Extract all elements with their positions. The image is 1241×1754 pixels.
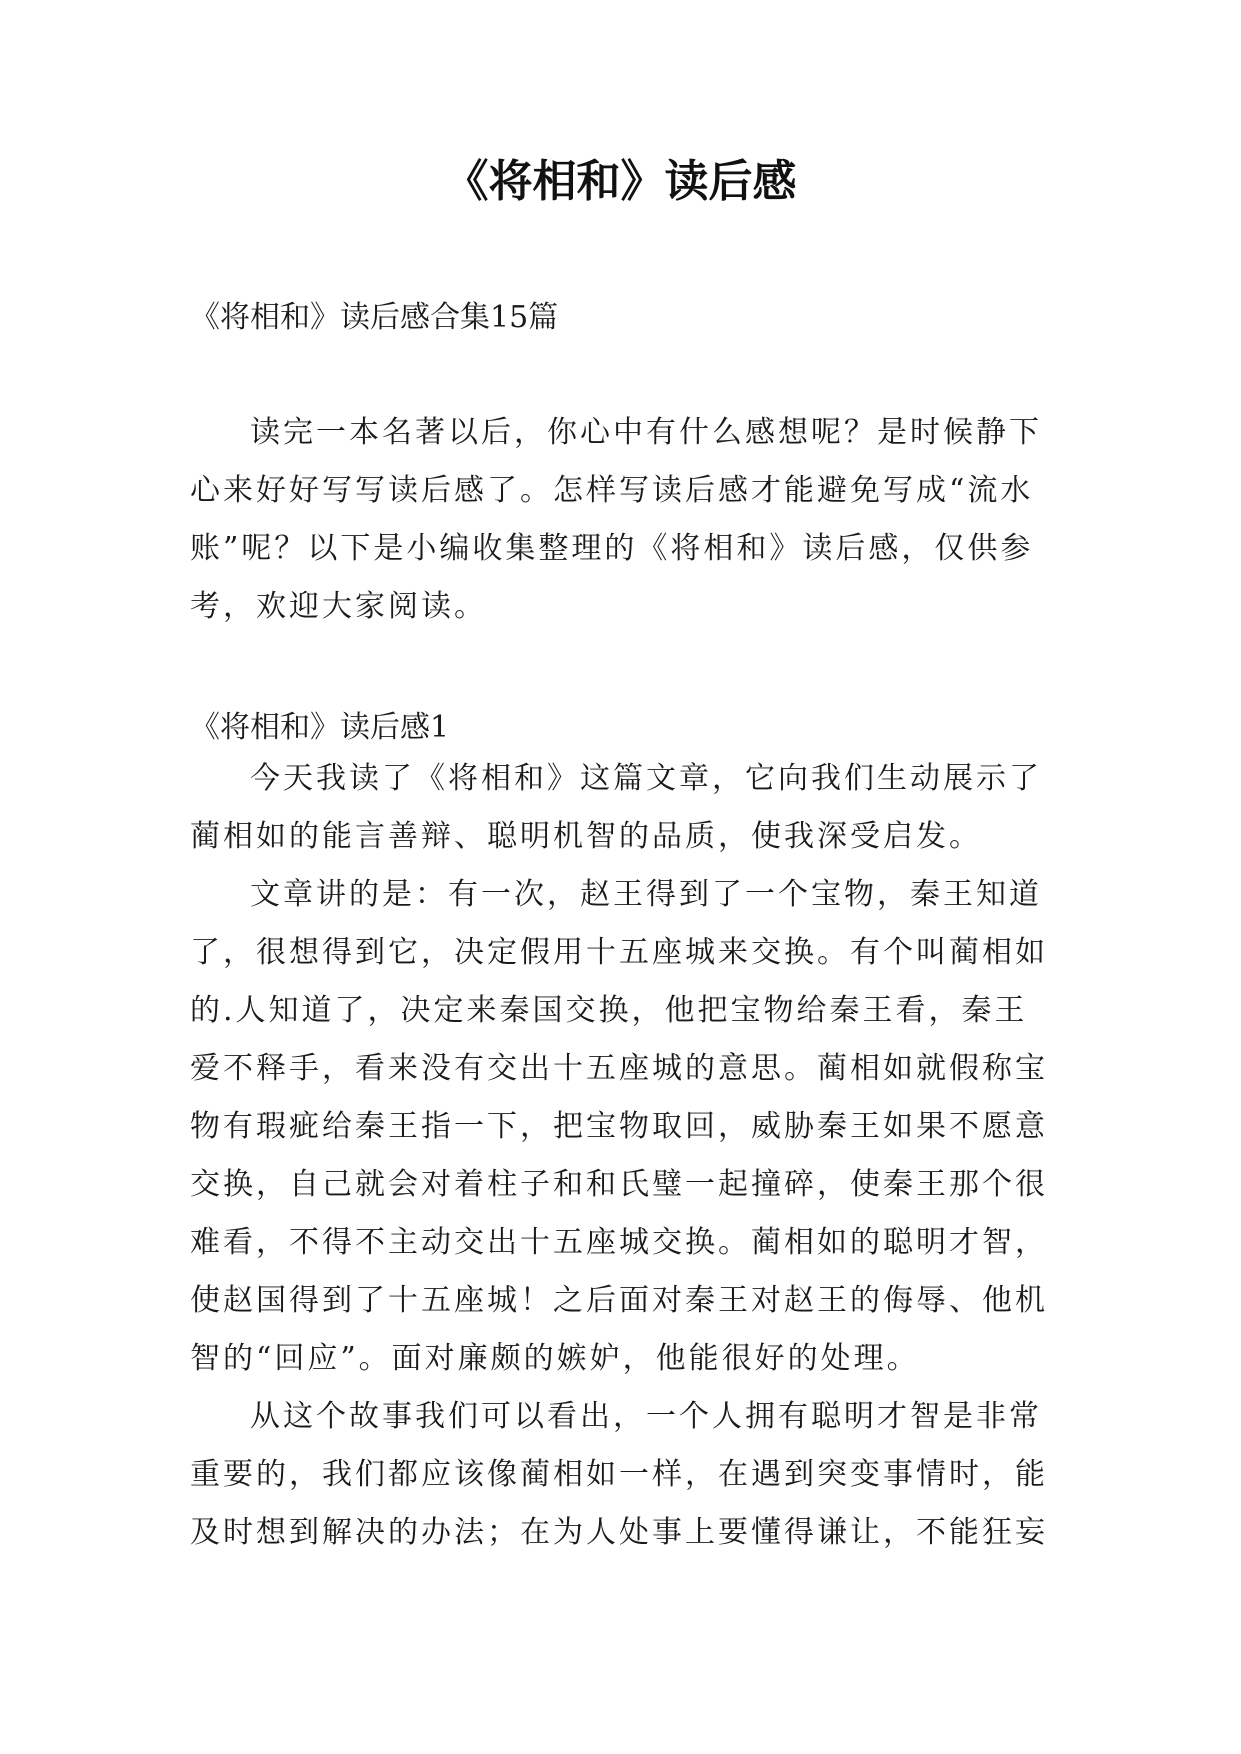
section-heading: 《将相和》读后感1	[190, 710, 450, 745]
essay-paragraph-2: 文章讲的是：有一次，赵王得到了一个宝物，秦王知道了，很想得到它，决定假用十五座城来交换。有个叫蔺相如的.人知道了，决定来秦国交换，他把宝物给秦王看，秦王爱不释手，看来没有交出十五座城的意思。蔺相如就假称宝物有瑕疵给秦王指一下，把宝物取回，威胁秦王如果不愿意交换，自己就会对着柱子和和氏璧一起撞碎，使秦王那个很难看，不得不主动交出十五座城交换。蔺相如的聪明才智，使赵国得到了十五座城！之后面对秦王对赵王的侮辱、他机智的“回应”。面对廉颇的嫉妒，他能很好的处理。	[190, 877, 1048, 1376]
essay-paragraph-3: 从这个故事我们可以看出，一个人拥有聪明才智是非常重要的，我们都应该像蔺相如一样，在遇到突变事情时，能及时想到解决的办法；在为人处事上要懂得谦让，不能狂妄	[190, 1399, 1048, 1550]
document-subtitle: 《将相和》读后感合集15篇	[190, 300, 559, 335]
essay-body	[190, 750, 1052, 1562]
intro-paragraph: 读完一本名著以后，你心中有什么感想呢？是时候静下心来好好写写读后感了。怎样写读后感才能避免写成“流水账”呢？以下是小编收集整理的《将相和》读后感，仅供参考，欢迎大家阅读。	[190, 415, 1042, 624]
document-title: 《将相和》读后感	[444, 156, 797, 207]
intro-block	[190, 404, 1052, 636]
essay-paragraph-1: 今天我读了《将相和》这篇文章，它向我们生动展示了蔺相如的能言善辩、聪明机智的品质，使我深受启发。	[190, 761, 1042, 854]
